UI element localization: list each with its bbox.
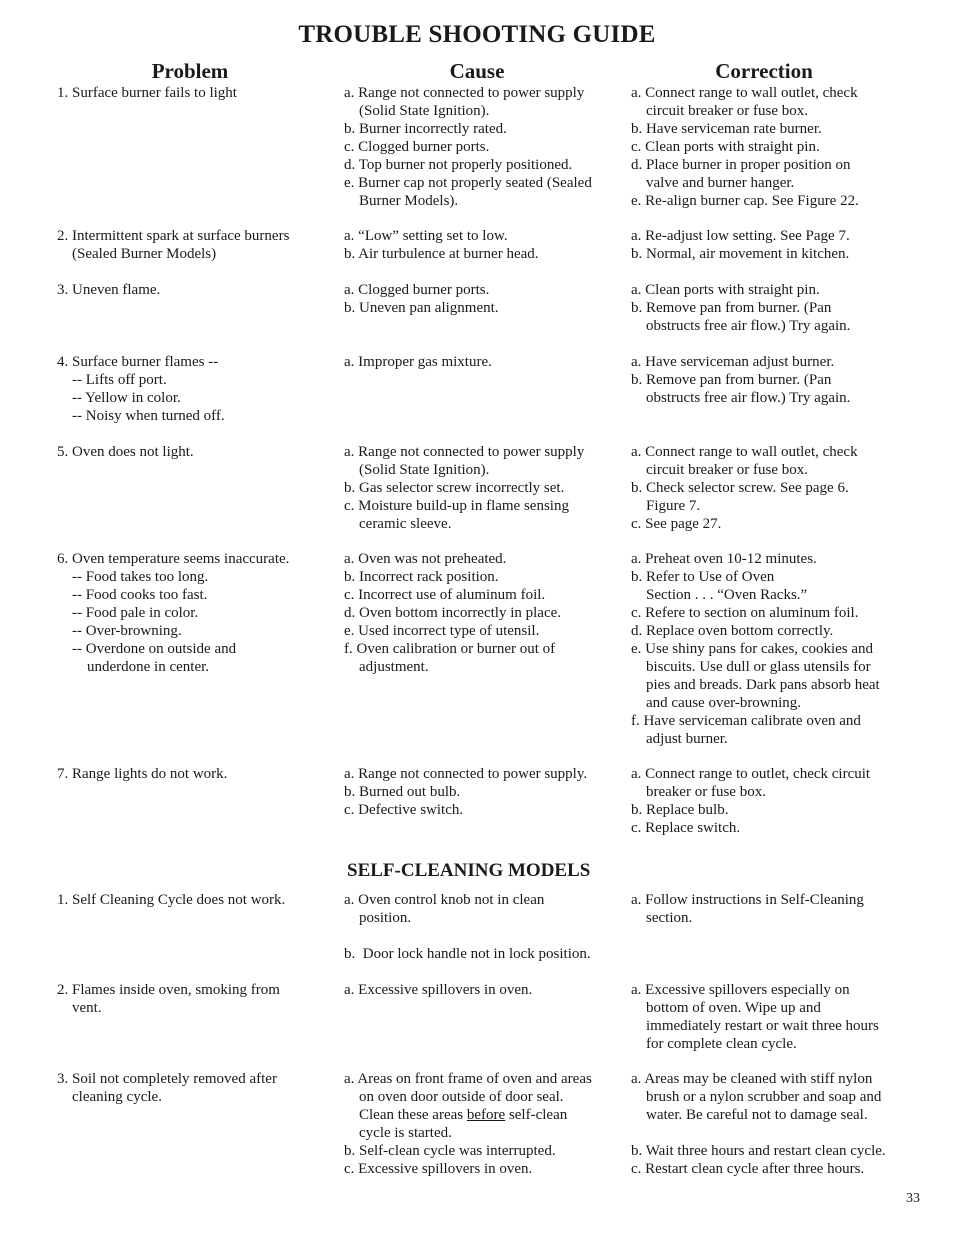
cause-cell	[344, 1070, 624, 1178]
correction-cell-line: c. Replace switch.	[631, 820, 741, 836]
problem-cell-line: 2. Flames inside oven, smoking from	[57, 982, 280, 998]
cause-cell	[344, 891, 624, 963]
correction-cell-line: b. Have serviceman rate burner.	[631, 121, 822, 137]
correction-cell-line: obstructs free air flow.) Try again.	[631, 390, 851, 406]
correction-cell-line: Figure 7.	[631, 498, 701, 514]
self-cleaning-section-title: SELF-CLEANING MODELS	[347, 860, 591, 881]
correction-cell	[631, 281, 931, 335]
correction-cell-line: a. Have serviceman adjust burner.	[631, 354, 835, 370]
correction-cell-line: f. Have serviceman calibrate oven and	[631, 713, 861, 729]
correction-cell-line: for complete clean cycle.	[631, 1036, 797, 1052]
correction-cell	[631, 84, 931, 210]
correction-cell-line: circuit breaker or fuse box.	[631, 103, 809, 119]
correction-cell-line: e. Re-align burner cap. See Figure 22.	[631, 193, 859, 209]
cause-cell-line: on oven door outside of door seal.	[344, 1089, 564, 1105]
correction-cell-line: water. Be careful not to damage seal.	[631, 1107, 868, 1123]
problem-cell	[57, 550, 337, 676]
cause-cell	[344, 84, 624, 210]
correction-cell	[631, 443, 931, 533]
correction-cell-line: d. Replace oven bottom correctly.	[631, 623, 834, 639]
problem-cell-line: 6. Oven temperature seems inaccurate.	[57, 551, 290, 567]
cause-cell	[344, 550, 624, 676]
cause-column-header: Cause	[449, 59, 505, 83]
cause-cell-line: a. Improper gas mixture.	[344, 354, 492, 370]
cause-cell-line: d. Top burner not properly positioned.	[344, 157, 573, 173]
correction-cell-line: b. Replace bulb.	[631, 802, 729, 818]
cause-cell-line: a. “Low” setting set to low.	[344, 228, 508, 244]
cause-cell-line: b. Burned out bulb.	[344, 784, 461, 800]
correction-cell-line: adjust burner.	[631, 731, 728, 747]
problem-cell-line: -- Over-browning.	[57, 623, 182, 639]
correction-cell-line: biscuits. Use dull or glass utensils for	[631, 659, 871, 675]
correction-cell-line: a. Preheat oven 10-12 minutes.	[631, 551, 817, 567]
cause-cell	[344, 281, 624, 317]
correction-cell-line: breaker or fuse box.	[631, 784, 766, 800]
cause-cell	[344, 443, 624, 533]
problem-cell-line: -- Food pale in color.	[57, 605, 199, 621]
problem-cell-line: -- Noisy when turned off.	[57, 408, 225, 424]
cause-cell-line: c. Excessive spillovers in oven.	[344, 1161, 533, 1177]
cause-cell-line: e. Used incorrect type of utensil.	[344, 623, 540, 639]
cause-cell-line: c. Defective switch.	[344, 802, 464, 818]
correction-cell	[631, 353, 931, 407]
correction-cell-line: c. Restart clean cycle after three hours.	[631, 1161, 865, 1177]
correction-cell-line	[631, 1124, 931, 1142]
problem-cell-line: underdone in center.	[57, 659, 210, 675]
correction-cell-line: a. Follow instructions in Self-Cleaning	[631, 892, 864, 908]
correction-cell-line: b. Normal, air movement in kitchen.	[631, 246, 850, 262]
correction-cell-line: pies and breads. Dark pans absorb heat	[631, 677, 880, 693]
correction-cell	[631, 981, 931, 1053]
problem-cell-line: 7. Range lights do not work.	[57, 766, 228, 782]
problem-cell-line: 5. Oven does not light.	[57, 444, 194, 460]
problem-cell	[57, 891, 337, 909]
correction-cell-line: a. Connect range to wall outlet, check	[631, 85, 858, 101]
correction-cell	[631, 765, 931, 837]
cause-cell-line: a. Range not connected to power supply.	[344, 766, 588, 782]
correction-cell-line: a. Connect range to outlet, check circuit	[631, 766, 871, 782]
cause-cell-line: b. Burner incorrectly rated.	[344, 121, 507, 137]
correction-cell-line: a. Connect range to wall outlet, check	[631, 444, 858, 460]
cause-cell-line: c. Moisture build-up in flame sensing	[344, 498, 569, 514]
correction-cell-line: c. Clean ports with straight pin.	[631, 139, 820, 155]
problem-cell-line: -- Overdone on outside and	[57, 641, 237, 657]
problem-cell-line: -- Food cooks too fast.	[57, 587, 208, 603]
correction-cell-line: Section . . . “Oven Racks.”	[631, 587, 808, 603]
correction-cell-line: b. Remove pan from burner. (Pan	[631, 300, 832, 316]
correction-cell	[631, 550, 931, 748]
cause-cell	[344, 765, 624, 819]
correction-cell-line: b. Check selector screw. See page 6.	[631, 480, 849, 496]
cause-cell-line: b. Self-clean cycle was interrupted.	[344, 1143, 556, 1159]
correction-cell-line: obstructs free air flow.) Try again.	[631, 318, 851, 334]
correction-cell-line: brush or a nylon scrubber and soap and	[631, 1089, 882, 1105]
correction-cell-line: d. Place burner in proper position on	[631, 157, 851, 173]
cause-cell-line: ceramic sleeve.	[344, 516, 452, 532]
cause-cell-line: position.	[344, 910, 412, 926]
problem-cell	[57, 1070, 337, 1106]
problem-cell-line: 4. Surface burner flames --	[57, 354, 219, 370]
correction-cell-line: section.	[631, 910, 693, 926]
cause-cell-line: a. Oven was not preheated.	[344, 551, 507, 567]
correction-cell-line: b. Remove pan from burner. (Pan	[631, 372, 832, 388]
cause-cell-line	[344, 927, 624, 945]
problem-cell-line: 2. Intermittent spark at surface burners	[57, 228, 290, 244]
cause-cell-line: a. Range not connected to power supply	[344, 444, 585, 460]
cause-cell-line: b. Air turbulence at burner head.	[344, 246, 539, 262]
page-title: TROUBLE SHOOTING GUIDE	[298, 21, 656, 48]
problem-cell-line: -- Lifts off port.	[57, 372, 167, 388]
correction-cell	[631, 891, 931, 927]
correction-cell-line: circuit breaker or fuse box.	[631, 462, 809, 478]
cause-cell-line: c. Clogged burner ports.	[344, 139, 490, 155]
page-number: 33	[906, 1191, 920, 1206]
correction-cell-line: c. See page 27.	[631, 516, 722, 532]
cause-cell-line: Clean these areas before self-clean	[344, 1107, 568, 1123]
correction-cell	[631, 227, 931, 263]
correction-cell-line: a. Clean ports with straight pin.	[631, 282, 820, 298]
correction-cell-line: a. Areas may be cleaned with stiff nylon	[631, 1071, 873, 1087]
cause-cell-line: a. Oven control knob not in clean	[344, 892, 545, 908]
cause-cell-line: (Solid State Ignition).	[344, 462, 490, 478]
cause-cell-line: c. Incorrect use of aluminum foil.	[344, 587, 546, 603]
problem-column-header: Problem	[151, 59, 229, 83]
problem-cell-line: 3. Soil not completely removed after	[57, 1071, 277, 1087]
problem-cell-line: 3. Uneven flame.	[57, 282, 161, 298]
correction-cell-line: and cause over-browning.	[631, 695, 802, 711]
correction-cell-line: e. Use shiny pans for cakes, cookies and	[631, 641, 874, 657]
correction-cell-line: b. Refer to Use of Oven	[631, 569, 775, 585]
cause-cell-line: Burner Models).	[344, 193, 459, 209]
problem-cell-line: 1. Self Cleaning Cycle does not work.	[57, 892, 286, 908]
problem-cell	[57, 443, 337, 461]
problem-cell-line: -- Yellow in color.	[57, 390, 181, 406]
correction-cell-line: a. Re-adjust low setting. See Page 7.	[631, 228, 850, 244]
cause-cell-line: a. Clogged burner ports.	[344, 282, 490, 298]
correction-cell-line: immediately restart or wait three hours	[631, 1018, 879, 1034]
cause-cell-line: cycle is started.	[344, 1125, 452, 1141]
problem-cell-line: (Sealed Burner Models)	[57, 246, 217, 262]
problem-cell	[57, 281, 337, 299]
cause-cell-line: b. Incorrect rack position.	[344, 569, 499, 585]
problem-cell	[57, 353, 337, 425]
cause-cell-line: e. Burner cap not properly seated (Sealed	[344, 175, 592, 191]
cause-cell-line: a. Areas on front frame of oven and areas	[344, 1071, 592, 1087]
cause-cell	[344, 981, 624, 999]
cause-cell-line: f. Oven calibration or burner out of	[344, 641, 556, 657]
correction-cell-line: c. Refere to section on aluminum foil.	[631, 605, 859, 621]
cause-cell-line: a. Range not connected to power supply	[344, 85, 585, 101]
cause-cell	[344, 353, 624, 371]
correction-cell	[631, 1070, 931, 1178]
problem-cell	[57, 765, 337, 783]
correction-cell-line: b. Wait three hours and restart clean cycle.	[631, 1143, 886, 1159]
correction-cell-line: valve and burner hanger.	[631, 175, 795, 191]
correction-cell-line: bottom of oven. Wipe up and	[631, 1000, 821, 1016]
cause-cell-line: adjustment.	[344, 659, 429, 675]
cause-cell-line: b. Gas selector screw incorrectly set.	[344, 480, 565, 496]
problem-cell-line: -- Food takes too long.	[57, 569, 209, 585]
problem-cell	[57, 981, 337, 1017]
problem-cell	[57, 84, 337, 102]
cause-cell-line: b. Door lock handle not in lock position.	[344, 946, 591, 962]
cause-cell-line: a. Excessive spillovers in oven.	[344, 982, 533, 998]
problem-cell-line: cleaning cycle.	[57, 1089, 162, 1105]
cause-cell-line: d. Oven bottom incorrectly in place.	[344, 605, 562, 621]
cause-cell	[344, 227, 624, 263]
correction-cell-line: a. Excessive spillovers especially on	[631, 982, 850, 998]
cause-cell-line: b. Uneven pan alignment.	[344, 300, 499, 316]
problem-cell	[57, 227, 337, 263]
cause-cell-line: (Solid State Ignition).	[344, 103, 490, 119]
problem-cell-line: 1. Surface burner fails to light	[57, 85, 237, 101]
problem-cell-line: vent.	[57, 1000, 102, 1016]
correction-column-header: Correction	[715, 59, 813, 83]
